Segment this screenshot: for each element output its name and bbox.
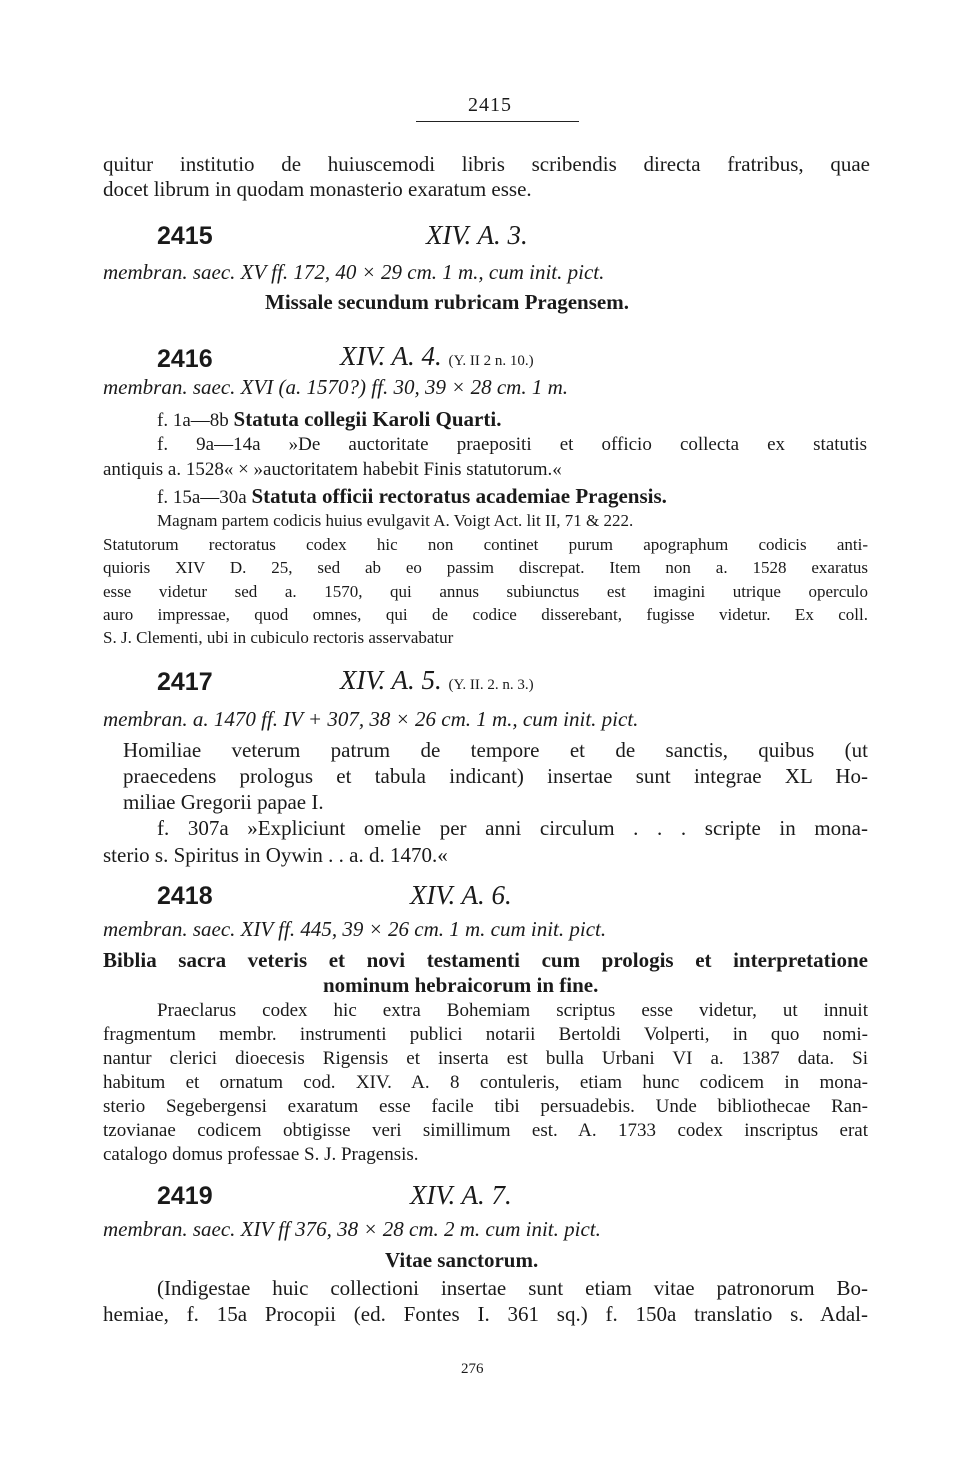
body-line: (Indigestae huic collectioni insertae sunt etiam vitae patronorum Bo- bbox=[157, 1276, 868, 1300]
page-number: 276 bbox=[461, 1361, 484, 1377]
old-signature: (Y. II. 2. n. 3.) bbox=[448, 677, 534, 693]
shelf-signature: XIV. A. 7. bbox=[410, 1180, 512, 1210]
content-line: f. 9a—14a »De auctoritate praepositi et officio collecta ex statutis bbox=[157, 434, 867, 455]
entry-number: 2418 bbox=[157, 882, 213, 910]
body-line: catalogo domus professae S. J. Pragensis. bbox=[103, 1144, 419, 1165]
note-line: Magnam partem codicis huius evulgavit A. Voigt Act. lit II, 71 & 222. bbox=[157, 511, 634, 530]
body-line: hemiae, f. 15a Procopii (ed. Fontes I. 361 sq.) f. 150a translatio s. Adal- bbox=[103, 1302, 868, 1326]
running-head-rule bbox=[416, 121, 579, 122]
codex-description: membran. saec. XIV ff 376, 38 × 28 cm. 2 m. cum init. pict. bbox=[103, 1217, 601, 1241]
shelf-signature: XIV. A. 5. (Y. II. 2. n. 3.) bbox=[340, 665, 534, 695]
note-line: quioris XIV D. 25, sed ab eo passim discrepat. Item non a. 1528 exaratus bbox=[103, 558, 868, 577]
content-title: Statuta officii rectoratus academiae Pragensis. bbox=[251, 484, 667, 508]
note-line: esse videtur sed a. 1570, qui annus subiunctus est imagini utrique operculo bbox=[103, 582, 868, 601]
body-line: nantur clerici dioecesis Rigensis et inserta est bulla Urbani VI a. 1387 data. Si bbox=[103, 1048, 868, 1069]
description-line: miliae Gregorii papae I. bbox=[123, 790, 324, 814]
entry-number: 2417 bbox=[157, 668, 213, 696]
description-line: sterio s. Spiritus in Oywin . . a. d. 1470.« bbox=[103, 843, 448, 867]
content-line bbox=[157, 484, 667, 509]
entry-number: 2415 bbox=[157, 222, 213, 250]
codex-description: membran. saec. XV ff. 172, 40 × 29 cm. 1 m., cum init. pict. bbox=[103, 260, 605, 284]
shelf-signature: XIV. A. 4. (Y. II 2 n. 10.) bbox=[340, 341, 534, 371]
content-line: antiquis a. 1528« × »auctoritatem habebit Finis statutorum.« bbox=[103, 459, 562, 480]
folio-reference: f. 1a—8b bbox=[157, 410, 229, 431]
content-line bbox=[157, 407, 501, 432]
codex-title: Biblia sacra veteris et novi testamenti cum prologis et interpretatione bbox=[103, 948, 868, 972]
intro-line-2: docet librum in quodam monasterio exaratum esse. bbox=[103, 177, 532, 201]
intro-line-1: quitur institutio de huiuscemodi libris scribendis directa fratribus, quae bbox=[103, 152, 870, 176]
codex-title: Missale secundum rubricam Pragensem. bbox=[265, 290, 629, 314]
entry-number: 2416 bbox=[157, 345, 213, 373]
body-line: habitum et ornatum cod. XIV. A. 8 contuleris, etiam hunc codicem in mona- bbox=[103, 1072, 868, 1093]
codex-description: membran. a. 1470 ff. IV + 307, 38 × 26 cm. 1 m., cum init. pict. bbox=[103, 707, 639, 731]
body-line: Praeclarus codex hic extra Bohemiam scriptus esse videtur, ut innuit bbox=[157, 1000, 868, 1021]
old-signature: (Y. II 2 n. 10.) bbox=[448, 353, 534, 369]
shelf-signature: XIV. A. 6. bbox=[410, 880, 512, 910]
codex-title: Vitae sanctorum. bbox=[385, 1248, 539, 1272]
shelf-signature: XIV. A. 3. bbox=[426, 220, 528, 250]
entry-number: 2419 bbox=[157, 1182, 213, 1210]
content-title: Statuta collegii Karoli Quarti. bbox=[233, 407, 502, 431]
note-line: S. J. Clementi, ubi in cubiculo rectoris asservabatur bbox=[103, 628, 454, 647]
note-line: Statutorum rectoratus codex hic non continet purum apographum codicis anti- bbox=[103, 535, 868, 554]
codex-description: membran. saec. XVI (a. 1570?) ff. 30, 39 × 28 cm. 1 m. bbox=[103, 375, 569, 399]
description-line: f. 307a »Expliciunt omelie per anni circulum . . . scripte in mona- bbox=[157, 816, 868, 840]
folio-reference: f. 15a—30a bbox=[157, 487, 247, 508]
description-line: Homiliae veterum patrum de tempore et de sanctis, quibus (ut bbox=[123, 738, 868, 762]
note-line: auro impressae, quod omnes, qui de codice disserebant, fugisse videtur. Ex coll. bbox=[103, 605, 868, 624]
codex-description: membran. saec. XIV ff. 445, 39 × 26 cm. 1 m. cum init. pict. bbox=[103, 917, 607, 941]
body-line: tzovianae codicem obtigisse veri simillimum est. A. 1733 codex inscriptus erat bbox=[103, 1120, 868, 1141]
body-line: fragmentum membr. instrumenti publici notarii Bertoldi Volperti, in quo nomi- bbox=[103, 1024, 868, 1045]
description-line: praecedens prologus et tabula indicant) insertae sunt integrae XL Ho- bbox=[123, 764, 868, 788]
body-line: sterio Segebergensi exaratum esse facile tibi persuadebis. Unde bibliothecae Ran- bbox=[103, 1096, 868, 1117]
codex-title: nominum hebraicorum in fine. bbox=[323, 973, 599, 997]
running-head: 2415 bbox=[468, 94, 512, 116]
